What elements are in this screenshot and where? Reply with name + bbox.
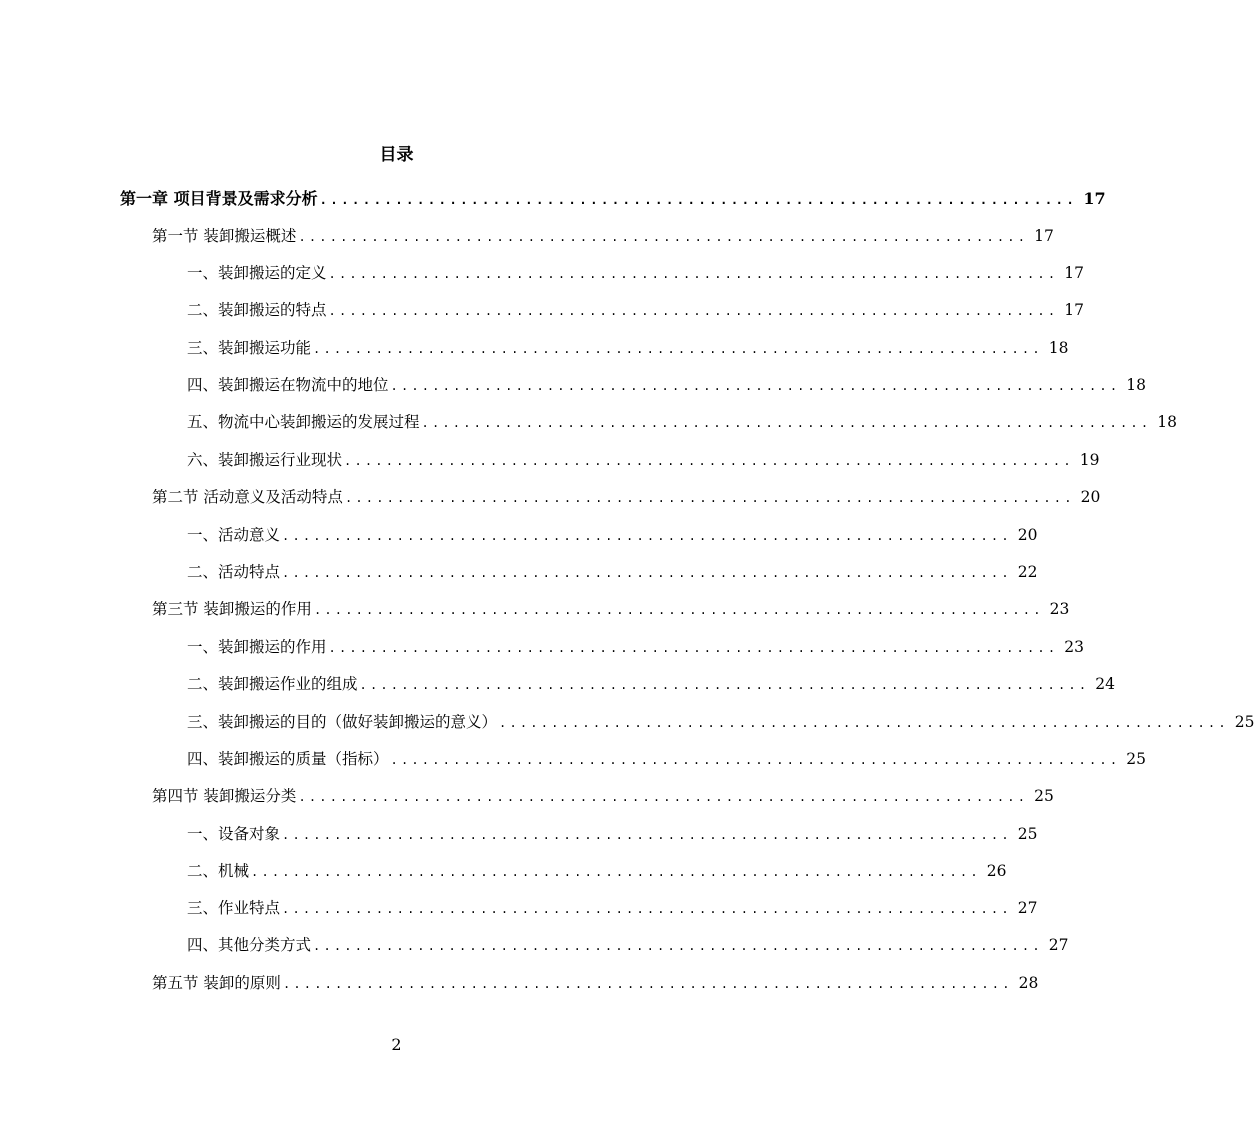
dot-leader: ...................................................................... — [344, 491, 1075, 505]
toc-entry-item[interactable] — [187, 710, 1254, 734]
toc-entry-item[interactable] — [187, 298, 1084, 322]
toc-entry-item[interactable] — [187, 560, 1038, 584]
toc-entry-page: 18 — [1126, 376, 1146, 394]
toc-title: 目录 — [379, 145, 414, 165]
toc-entry-section-3[interactable] — [152, 597, 1070, 621]
dot-leader: ...................................................................... — [344, 454, 1074, 468]
dot-leader: ...................................................................... — [282, 977, 1013, 991]
toc-entry-section-2[interactable] — [152, 485, 1101, 509]
toc-entry-page: 25 — [1034, 787, 1054, 805]
toc-entry-item[interactable] — [187, 373, 1146, 397]
toc-entry-page: 26 — [986, 862, 1007, 880]
toc-entry-page: 20 — [1017, 526, 1038, 544]
toc-entry-item[interactable] — [187, 933, 1069, 957]
toc-entry-page: 18 — [1048, 339, 1069, 357]
toc-entry-page: 23 — [1064, 638, 1084, 656]
dot-leader: ...................................................................... — [313, 939, 1043, 953]
dot-leader: ...................................................................... — [298, 230, 1029, 244]
toc-entry-page: 19 — [1079, 451, 1100, 469]
toc-entry-label: 二、活动特点 — [187, 563, 281, 581]
toc-entry-label: 四、装卸搬运的质量（指标） — [187, 750, 389, 768]
toc-entry-page: 28 — [1018, 974, 1039, 992]
toc-entry-item[interactable] — [187, 635, 1084, 659]
toc-entry-item[interactable] — [187, 822, 1038, 846]
toc-entry-page: 17 — [1064, 264, 1084, 282]
dot-leader: ...................................................................... — [328, 267, 1059, 281]
toc-entry-item[interactable] — [187, 261, 1084, 285]
toc-entry-page: 22 — [1017, 563, 1038, 581]
toc-entry-label: 二、机械 — [187, 862, 250, 880]
toc-entry-page: 23 — [1049, 600, 1070, 618]
toc-entry-page: 20 — [1080, 488, 1101, 506]
toc-entry-page: 25 — [1017, 825, 1038, 843]
dot-leader: ...................................................................... — [282, 529, 1012, 543]
toc-entry-label: 六、装卸搬运行业现状 — [187, 451, 343, 469]
page-number: 2 — [391, 1035, 402, 1054]
dot-leader: ...................................................................... — [390, 379, 1121, 393]
toc-entry-page: 17 — [1064, 301, 1084, 319]
toc-entry-label: 一、装卸搬运的作用 — [187, 638, 327, 656]
toc-entry-label: 二、装卸搬运的特点 — [187, 301, 327, 319]
toc-entry-label: 四、装卸搬运在物流中的地位 — [187, 376, 389, 394]
toc-entry-label: 第二节 活动意义及活动特点 — [152, 488, 343, 506]
dot-leader: ...................................................................... — [251, 865, 981, 879]
toc-entry-page: 25 — [1234, 713, 1254, 731]
toc-entry-label: 第四节 装卸搬运分类 — [152, 787, 297, 805]
dot-leader: ...................................................................... — [313, 342, 1043, 356]
dot-leader: ...................................................................... — [328, 641, 1059, 655]
toc-entry-label: 第五节 装卸的原则 — [152, 974, 281, 992]
dot-leader: ...................................................................... — [359, 678, 1090, 692]
toc-entry-label: 一、活动意义 — [187, 526, 281, 544]
toc-entry-label: 三、作业特点 — [187, 899, 281, 917]
toc-entry-item[interactable] — [187, 859, 1007, 883]
toc-entry-label: 三、装卸搬运的目的（做好装卸搬运的意义） — [187, 713, 498, 731]
toc-entry-page: 27 — [1048, 936, 1069, 954]
toc-entry-page: 18 — [1157, 413, 1177, 431]
toc-entry-page: 17 — [1083, 189, 1106, 208]
toc-entry-item[interactable] — [187, 672, 1115, 696]
toc-entry-item[interactable] — [187, 448, 1100, 472]
toc-entry-section-5[interactable] — [152, 971, 1039, 995]
dot-leader: ...................................................................... — [499, 716, 1229, 730]
toc-entry-label: 三、装卸搬运功能 — [187, 339, 312, 357]
toc-entry-item[interactable] — [187, 896, 1038, 920]
toc-entry-page: 25 — [1126, 750, 1146, 768]
toc-entry-chapter-1[interactable] — [120, 187, 1106, 211]
toc-entry-label: 第三节 装卸搬运的作用 — [152, 600, 312, 618]
dot-leader: ...................................................................... — [298, 790, 1029, 804]
toc-entry-page: 17 — [1034, 227, 1054, 245]
toc-entry-label: 第一章 项目背景及需求分析 — [120, 189, 318, 208]
toc-entry-item[interactable] — [187, 336, 1069, 360]
dot-leader: ...................................................................... — [282, 566, 1012, 580]
toc-entry-item[interactable] — [187, 523, 1038, 547]
toc-entry-section-1[interactable] — [152, 224, 1054, 248]
toc-entry-label: 四、其他分类方式 — [187, 936, 312, 954]
toc-entry-page: 24 — [1095, 675, 1115, 693]
toc-entry-label: 二、装卸搬运作业的组成 — [187, 675, 358, 693]
dot-leader: ...................................................................... — [421, 416, 1152, 430]
dot-leader: ...................................................................... — [282, 828, 1012, 842]
toc-entry-label: 一、设备对象 — [187, 825, 281, 843]
dot-leader: ...................................................................... — [282, 902, 1012, 916]
toc-entry-page: 27 — [1017, 899, 1038, 917]
toc-entry-item[interactable] — [187, 747, 1146, 771]
dot-leader: ...................................................................... — [390, 753, 1121, 767]
toc-entry-label: 五、物流中心装卸搬运的发展过程 — [187, 413, 420, 431]
toc-entry-label: 一、装卸搬运的定义 — [187, 264, 327, 282]
dot-leader: ...................................................................... — [319, 193, 1078, 207]
toc-entry-section-4[interactable] — [152, 784, 1054, 808]
dot-leader: ...................................................................... — [328, 304, 1059, 318]
toc-entry-item[interactable] — [187, 410, 1177, 434]
dot-leader: ...................................................................... — [313, 603, 1044, 617]
toc-entry-label: 第一节 装卸搬运概述 — [152, 227, 297, 245]
